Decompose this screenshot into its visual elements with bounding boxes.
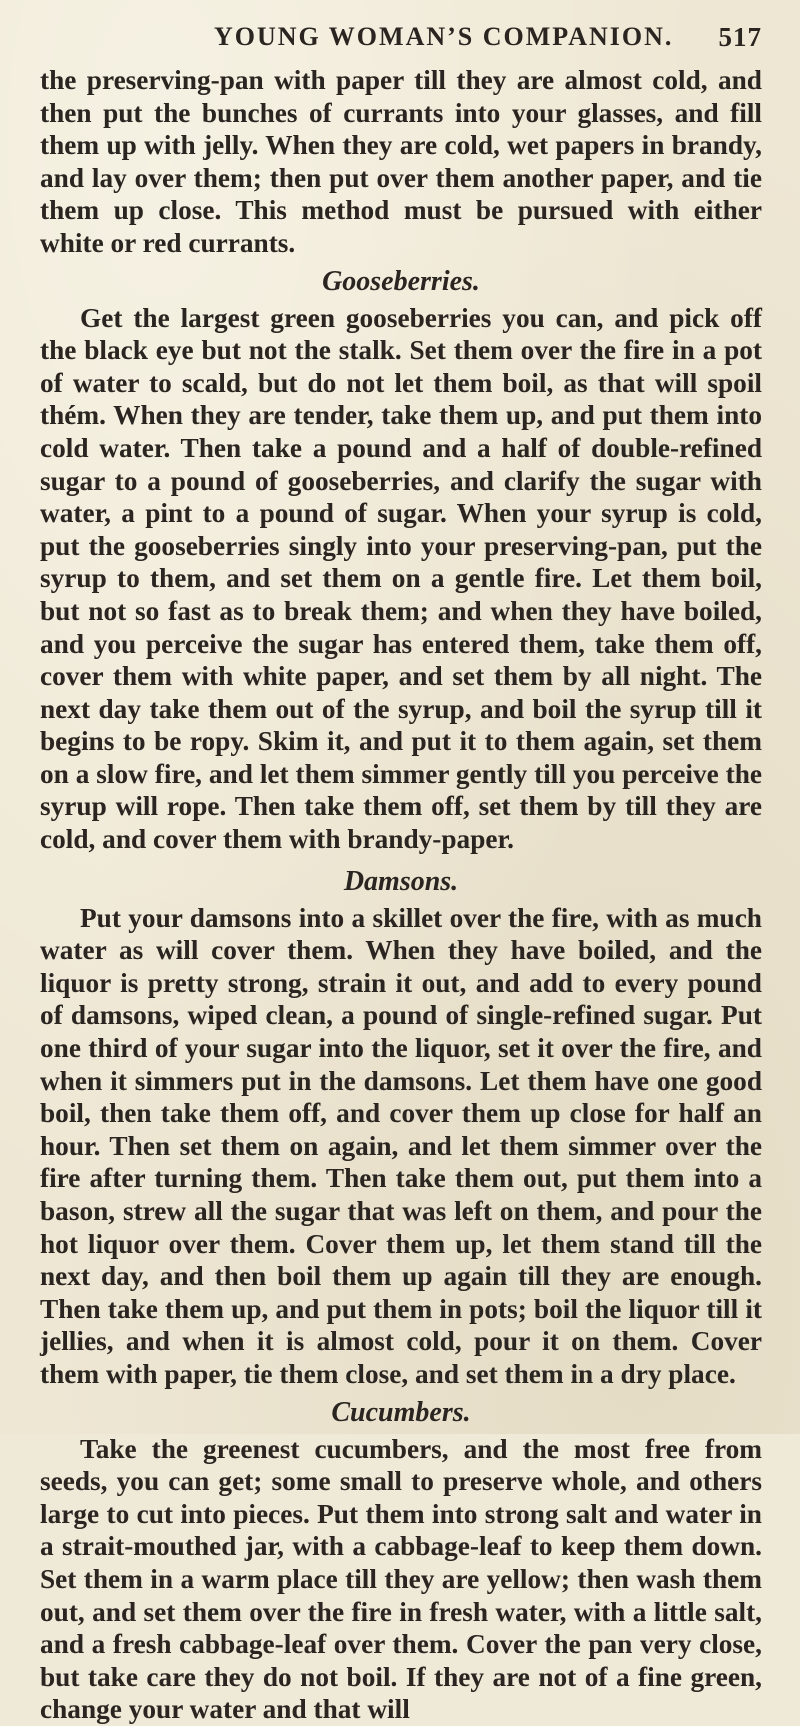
section-title-cucumbers: Cucumbers.	[331, 1396, 471, 1428]
paragraph-gooseberries: Get the largest green gooseberries you can, and pick off the black eye but not the stalk. Set them over the fire in a pot of water to scald, but do not let them boil, as that will spoil thém. When they are tender, take them up, and put them into cold water. Then take a pound and a half of double-refined sugar to a pound of gooseberries, and clarify the sugar with water, a pint to a pound of sugar. When your syrup is cold, put the gooseberries singly into your preserving-pan, put the syrup to them, and set them on a gentle fire. Let them boil, but not so fast as to break them; and when they have boiled, and you perceive the sugar has entered them, take them off, cover them with white paper, and set them by all night. The next day take them out of the syrup, and boil the syrup till it begins to be ropy. Skim it, and put it to them again, set them on a slow fire, and let them simmer gently till you perceive the syrup will rope. Then take them off, set them by till they are cold, and cover them with brandy-paper.	[40, 302, 762, 855]
page-header	[0, 22, 800, 58]
page-number: 517	[718, 22, 762, 52]
section-title-gooseberries: Gooseberries.	[322, 265, 480, 297]
section-title-damsons: Damsons.	[343, 865, 459, 897]
paragraph-damsons: Put your damsons into a skillet over the fire, with as much water as will cover them. When they have boiled, and the liquor is pretty strong, strain it out, and add to every pound of damsons, wiped clean, a pound of single-refined sugar. Put one third of your sugar into the liquor, set it over the fire, and when it simmers put in the damsons. Let them have one good boil, then take them off, and cover them up close for half an hour. Then set them on again, and let them simmer over the fire after turning them. Then take them out, put them into a bason, strew all the sugar that was left on them, and pour the hot liquor over them. Cover them up, let them stand till the next day, and then boil them up again till they are enough. Then take them up, and put them in pots; boil the liquor till it jellies, and when it is almost cold, pour it on them. Cover them with paper, tie them close, and set them in a dry place.	[40, 902, 762, 1389]
running-head: YOUNG WOMAN’S COMPANION.	[214, 22, 674, 51]
paragraph-cucumbers: Take the greenest cucumbers, and the most free from seeds, you can get; some small to preserve whole, and others large to cut into pieces. Put them into strong salt and water in a strait-mouthed jar, with a cabbage-leaf to keep them down. Set them in a warm place till they are yellow; then wash them out, and set them over the fire in fresh water, with a little salt, and a fresh cabbage-leaf over them. Cover the pan very close, but take care they do not boil. If they are not of a fine green, change your water and that will	[40, 1433, 762, 1725]
paragraph-currants-end: the preserving-pan with paper till they are almost cold, and then put the bunches of currants into your glasses, and fill them up with jelly. When they are cold, wet papers in brandy, and lay over them; then put over them another paper, and tie them up close. This method must be pursued with either white or red currants.	[40, 65, 762, 258]
page-body	[40, 64, 762, 1726]
